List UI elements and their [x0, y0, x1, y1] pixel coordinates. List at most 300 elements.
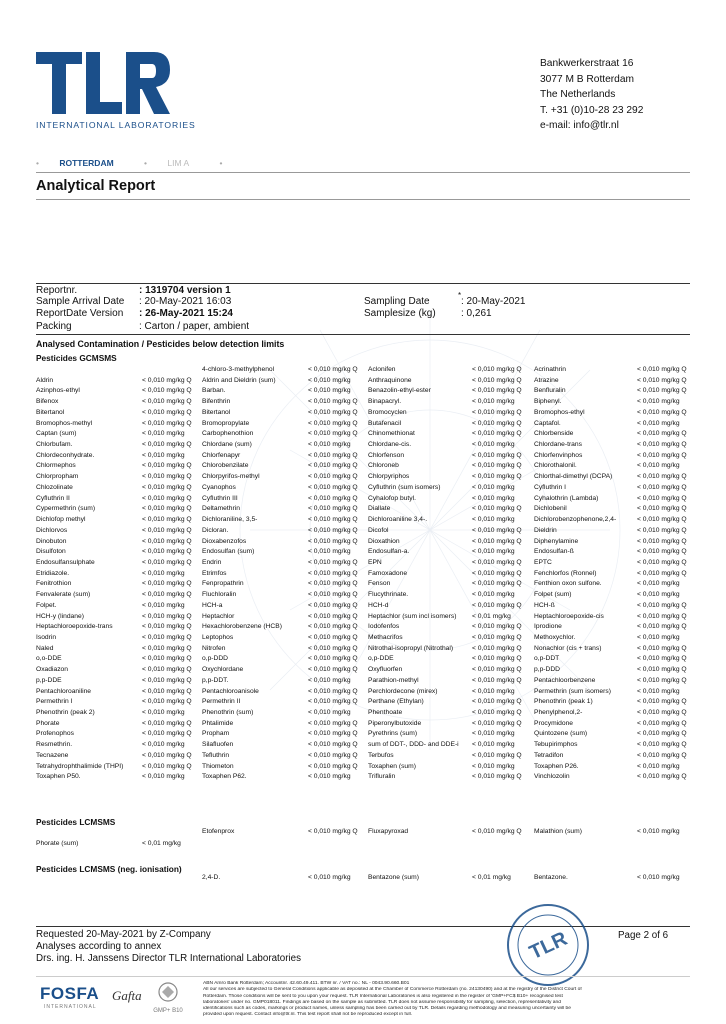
table-row [36, 365, 696, 376]
result-name: Bromocyclen [368, 408, 407, 416]
result-value: < 0,010 mg/kg Q [308, 569, 358, 577]
result-name: Endosulfansulphate [36, 558, 95, 566]
table-row [36, 483, 696, 494]
result-value: < 0,010 mg/kg Q [308, 644, 358, 652]
result-value: < 0,010 mg/kg [308, 676, 351, 684]
table-row [36, 558, 696, 569]
result-value: < 0,010 mg/kg [142, 773, 185, 781]
result-value: < 0,010 mg/kg Q [472, 676, 522, 684]
table-row [36, 429, 696, 440]
result-name: Bentazone. [534, 874, 568, 881]
result-value: < 0,010 mg/kg Q [142, 719, 192, 727]
result-name: Deltamethrin [202, 505, 240, 513]
result-value: < 0,010 mg/kg Q [142, 623, 192, 631]
table-row [36, 751, 696, 762]
result-value: < 0,010 mg/kg Q [472, 419, 522, 427]
result-value: < 0,010 mg/kg Q [142, 462, 192, 470]
result-value: < 0,010 mg/kg Q [472, 655, 522, 663]
result-value: < 0,010 mg/kg [142, 741, 185, 749]
result-value: < 0,010 mg/kg Q [637, 451, 687, 459]
table-row [36, 740, 696, 751]
result-name: Oxyfluorfen [368, 666, 403, 674]
result-name: Pentachloroanisole [202, 687, 259, 695]
result-name: Dichloroaniline 3,4-. [368, 516, 428, 524]
result-value: < 0,010 mg/kg Q [637, 483, 687, 491]
samplesize-value: : 0,261 [461, 308, 492, 319]
result-value: < 0,010 mg/kg Q [142, 483, 192, 491]
gcmsms-results-grid [36, 365, 696, 783]
result-value [142, 365, 200, 376]
result-name: Phenylphenol,2- [534, 709, 583, 716]
result-value: < 0,010 mg/kg Q [308, 666, 358, 674]
result-value: < 0,010 mg/kg Q [308, 505, 358, 513]
result-name: Nitrothal-isopropyl (Nitrothal) [368, 644, 454, 652]
result-name: Heptachloroepoxide-trans [36, 623, 113, 631]
table-row [36, 665, 696, 676]
result-name: Dioxabenzofos [202, 537, 247, 545]
result-value: < 0,010 mg/kg [637, 580, 680, 588]
result-name: Procymidone [534, 719, 574, 727]
result-name: Chlorbufam. [36, 441, 73, 449]
result-name: Benazolin-ethyl-ester [368, 387, 431, 395]
result-value: < 0,010 mg/kg [142, 451, 185, 459]
result-value: < 0,010 mg/kg Q [308, 430, 358, 438]
result-value: < 0,010 mg/kg [637, 462, 680, 470]
result-value: < 0,010 mg/kg [472, 441, 515, 449]
result-name: Tetradifon [534, 751, 564, 759]
result-name: Oxychlordane [202, 666, 244, 674]
result-name: Flucythrinate. [368, 591, 409, 599]
result-value: < 0,010 mg/kg Q [472, 451, 522, 459]
result-value: < 0,010 mg/kg Q [637, 751, 687, 759]
result-name: EPN [368, 558, 382, 566]
result-name [36, 365, 140, 376]
result-value: < 0,010 mg/kg Q [308, 408, 358, 416]
result-value: < 0,010 mg/kg Q [472, 558, 522, 566]
result-name: Acrinathrin [534, 366, 566, 373]
result-value: < 0,010 mg/kg [308, 773, 351, 781]
result-value: < 0,010 mg/kg Q [637, 676, 687, 684]
table-row [36, 408, 696, 419]
result-name: Methoxychlor. [534, 633, 576, 641]
result-value: < 0,010 mg/kg [637, 398, 680, 406]
packing-label: Packing [36, 321, 72, 332]
result-value: < 0,010 mg/kg Q [142, 666, 192, 674]
result-name: Toxaphen P50. [36, 773, 81, 781]
result-name: Trifluralin [368, 773, 396, 781]
result-value: < 0,010 mg/kg Q [472, 698, 522, 706]
result-value: < 0,010 mg/kg Q [142, 633, 192, 641]
fosfa-logo: FOSFA [40, 984, 100, 1003]
result-name: Bromophos-ethyl [534, 408, 585, 416]
result-value: < 0,010 mg/kg Q [308, 730, 358, 738]
result-value: < 0,010 mg/kg Q [308, 612, 358, 620]
result-value: < 0,010 mg/kg Q [142, 419, 192, 427]
result-name: Etridiazole. [36, 569, 70, 577]
result-name: Cyfluthrin III [202, 494, 238, 502]
reportdate-value: : 26-May-2021 15:24 [139, 308, 233, 319]
result-value: < 0,010 mg/kg [308, 874, 351, 881]
nav-bullet: • [219, 158, 223, 168]
result-value: < 0,010 mg/kg Q [142, 676, 192, 684]
result-value: < 0,010 mg/kg Q [637, 526, 687, 534]
result-name: o,o-DDE [36, 655, 62, 663]
result-name: EPTC [534, 558, 552, 566]
result-name: Tecnazene [36, 751, 69, 759]
lcmsms-neg-title: Pesticides LCMSMS (neg. ionisation) [36, 864, 182, 874]
result-name: Permethrin I [36, 698, 73, 706]
result-value: < 0,010 mg/kg Q [308, 516, 358, 524]
result-name: Folpet (sum) [534, 591, 572, 599]
result-name: Terbufos [368, 751, 394, 759]
result-value: < 0,010 mg/kg Q [637, 698, 687, 706]
result-name: Fenchlorfos (Ronnel) [534, 569, 597, 577]
result-value: < 0,010 mg/kg Q [308, 601, 358, 609]
result-value: < 0,010 mg/kg Q [637, 741, 687, 749]
result-name: Naled [36, 644, 54, 652]
disclaimer-line: All our services are subjected to General Conditions applicable as deposited at the Chamber of Commerce Rotterdam (no. 24130490) and at the registry of the District Court of [203, 987, 582, 993]
address-city: 3077 M B Rotterdam [540, 73, 634, 85]
result-name: Silafluofen [202, 741, 234, 749]
result-name: Butafenacil [368, 419, 402, 427]
result-name: Phtalimide [202, 719, 234, 727]
result-name: Captan (sum) [36, 430, 77, 438]
result-value: < 0,010 mg/kg Q [637, 709, 687, 716]
result-name: Bromophos-methyl [36, 419, 93, 427]
table-row [36, 622, 696, 633]
result-name: Fenitrothion [36, 580, 72, 588]
nav-item-rotterdam: ROTTERDAM [59, 158, 114, 168]
result-value: < 0,010 mg/kg Q [472, 623, 522, 631]
result-name: Captafol. [534, 419, 561, 427]
result-value: < 0,010 mg/kg Q [472, 601, 522, 609]
table-row [36, 708, 696, 719]
result-value: < 0,010 mg/kg Q [637, 430, 687, 438]
result-value: < 0,010 mg/kg Q [472, 473, 522, 481]
result-value: < 0,010 mg/kg Q [308, 655, 358, 663]
result-name: Chlorothalonil. [534, 462, 577, 470]
nav-item-lima: LIM A [167, 158, 190, 168]
result-name: Chlordane (sum) [202, 441, 252, 449]
result-value: < 0,010 mg/kg Q [637, 655, 687, 663]
result-value: < 0,010 mg/kg Q [637, 569, 687, 577]
result-value: < 0,010 mg/kg Q [142, 505, 192, 513]
result-value: < 0,010 mg/kg Q [308, 633, 358, 641]
result-name: Chlorpropham [36, 473, 79, 481]
result-value: < 0,010 mg/kg Q [308, 751, 358, 759]
section-title: Analysed Contamination / Pesticides below detection limits [36, 339, 285, 349]
result-name: Dichlobenil [534, 505, 567, 513]
result-value: < 0,010 mg/kg Q [308, 451, 358, 459]
table-row [36, 472, 696, 483]
result-name: Profenophos [36, 730, 74, 738]
gmp-logo [148, 978, 188, 1018]
result-name: Chlorbenside [534, 430, 574, 438]
result-value: < 0,010 mg/kg Q [472, 751, 522, 759]
disclaimer-line: Rotterdam. Those conditions will be sent to you upon your request. TLR International Laboratories is also registered in the register of 'GMP+FC$ B10+ recognised test [203, 993, 563, 999]
result-name: Tetrahydrophthalimide (THPI) [36, 762, 124, 770]
table-row [36, 644, 696, 655]
table-row [36, 654, 696, 665]
result-value: < 0,010 mg/kg Q [308, 462, 358, 470]
reportnr-label: Reportnr. [36, 285, 78, 296]
location-nav [36, 158, 241, 168]
result-name: p,p-DDE [36, 676, 62, 684]
result-name: Chlorpyriphos [368, 473, 410, 481]
result-value: < 0,010 mg/kg Q [637, 601, 687, 609]
result-name: Dichlofop methyl [36, 516, 86, 524]
result-name: Diallate [368, 505, 391, 513]
result-name: Famoxadone [368, 569, 408, 577]
result-value: < 0,010 mg/kg Q [472, 430, 522, 438]
disclaimer-line: provided upon request. Contact info@tlr.nl. This test report shall not be reproduced except in full. [203, 1012, 413, 1018]
result-value: < 0,010 mg/kg Q [472, 580, 522, 588]
requested-by: Requested 20-May-2021 by Z-Company [36, 929, 211, 940]
result-name: Chlorobenzilate [202, 462, 249, 470]
result-value: < 0,010 mg/kg Q [142, 698, 192, 706]
result-name: Chlordane-trans [534, 441, 582, 449]
page-number: Page 2 of 6 [618, 930, 669, 941]
table-row [36, 590, 696, 601]
result-value: < 0,010 mg/kg [308, 441, 351, 449]
logo-subtitle: INTERNATIONAL LABORATORIES [36, 120, 196, 130]
result-name: Phenothrin (peak 2) [36, 709, 95, 716]
result-value: < 0,010 mg/kg Q [472, 719, 522, 727]
result-name: Endosulfan-ß [534, 548, 574, 556]
result-value: < 0,010 mg/kg [142, 569, 185, 577]
result-value: < 0,010 mg/kg Q [472, 526, 522, 534]
result-name: Pentachloroaniline [36, 687, 92, 695]
samplesize-label: Samplesize (kg) [364, 308, 436, 319]
result-name: 4-chloro-3-methylphenol [202, 366, 275, 373]
result-value: < 0,010 mg/kg Q [308, 494, 358, 502]
result-value: < 0,010 mg/kg Q [472, 537, 522, 545]
table-row [36, 494, 696, 505]
result-value: < 0,010 mg/kg Q [142, 591, 192, 599]
result-name: Thiometon [202, 762, 234, 770]
result-value: < 0,010 mg/kg Q [472, 644, 522, 652]
gcmsms-title: Pesticides GCMSMS [36, 353, 117, 363]
result-value: < 0,010 mg/kg [472, 730, 515, 738]
result-name: Chlozolinate [36, 483, 73, 491]
result-value: < 0,010 mg/kg [472, 548, 515, 556]
sampling-value: : 20-May-2021 [461, 296, 526, 307]
result-value: < 0,010 mg/kg Q [308, 687, 358, 695]
result-name: Chlormephos [36, 462, 76, 470]
result-value: < 0,010 mg/kg Q [637, 719, 687, 727]
result-name: Phenothrin (peak 1) [534, 698, 593, 706]
result-value: < 0,010 mg/kg [472, 494, 515, 502]
packing-value: : Carton / paper, ambient [139, 321, 250, 332]
result-name: p,p-DDT. [202, 676, 229, 684]
result-name: Chlorfenvinphos [534, 451, 583, 459]
result-name: Benfluralin [534, 387, 566, 395]
address-email: e-mail: info@tlr.nl [540, 120, 619, 132]
result-name: Biphenyl. [534, 398, 562, 406]
result-value: < 0,010 mg/kg Q [308, 483, 358, 491]
result-value: < 0,010 mg/kg Q [142, 751, 192, 759]
result-value: < 0,010 mg/kg [472, 398, 515, 406]
result-value: < 0,010 mg/kg [472, 762, 515, 770]
result-name: Methacrifos [368, 633, 403, 641]
result-name: Parathion-methyl [368, 676, 419, 684]
table-row [36, 537, 696, 548]
result-value: < 0,010 mg/kg Q [637, 473, 687, 481]
result-name: Pyrethrins (sum) [368, 730, 418, 738]
result-name: Iodofenfos [368, 623, 400, 631]
result-name: p,p-DDD [534, 666, 561, 674]
result-name: Chlorfenapyr [202, 451, 241, 459]
result-value: < 0,010 mg/kg [308, 709, 351, 716]
result-name: Malathion (sum) [534, 828, 582, 835]
result-value: < 0,010 mg/kg Q [308, 762, 358, 770]
result-name: Propham [202, 730, 230, 738]
result-value: < 0,010 mg/kg Q [637, 612, 687, 620]
result-value: < 0,010 mg/kg [472, 591, 515, 599]
result-value: < 0,010 mg/kg Q [142, 398, 192, 406]
result-value: < 0,010 mg/kg Q [637, 376, 687, 384]
result-name: Dichlorvos [36, 526, 68, 534]
result-value: < 0,010 mg/kg Q [142, 687, 192, 695]
result-name: Fenthion oxon sulfone. [534, 580, 602, 588]
result-name: Resmethrin. [36, 741, 73, 749]
result-value: < 0,010 mg/kg Q [472, 366, 522, 373]
result-value: < 0,010 mg/kg Q [472, 666, 522, 674]
result-name: Cyhalofop butyl. [368, 494, 416, 502]
result-value: < 0,010 mg/kg Q [142, 376, 192, 384]
result-name: Aclonifen [368, 366, 396, 373]
result-name: Bitertanol [202, 408, 231, 416]
result-value: < 0,010 mg/kg Q [472, 462, 522, 470]
result-value: < 0,010 mg/kg [472, 483, 515, 491]
result-name: Perchlordecone (mirex) [368, 687, 438, 695]
result-name: Dieldrin [534, 526, 557, 534]
result-value: < 0,010 mg/kg Q [308, 580, 358, 588]
table-row [36, 719, 696, 730]
disclaimer-line: laboratories' under no. GMP018011. Findings are based on the sample as submitted. TLR does not assume responsibility for sampling, selection, representativity and [203, 999, 561, 1005]
result-name: Cyfluthrin I [534, 483, 566, 491]
result-name: Iprodione [534, 623, 562, 631]
result-value: < 0,010 mg/kg Q [472, 709, 522, 716]
result-name: Permethrin (sum isomers) [534, 687, 611, 695]
table-row [36, 569, 696, 580]
table-row [36, 440, 696, 451]
result-name: Heptachlor [202, 612, 235, 620]
result-value: < 0,010 mg/kg Q [637, 537, 687, 545]
divider [36, 199, 690, 200]
result-value: < 0,010 mg/kg Q [308, 419, 358, 427]
result-value: < 0,010 mg/kg Q [637, 644, 687, 652]
lcmsms-title: Pesticides LCMSMS [36, 817, 116, 827]
result-name: Fenson [368, 580, 391, 588]
result-value: < 0,010 mg/kg Q [142, 516, 192, 524]
result-value: < 0,010 mg/kg Q [472, 773, 522, 781]
result-name: Chlordeconhydrate. [36, 451, 95, 459]
result-value: < 0,010 mg/kg [472, 687, 515, 695]
result-name: Phenthoate [368, 709, 403, 716]
result-value: < 0,010 mg/kg Q [142, 580, 192, 588]
gmp-logo-label: GMP+ B10 [153, 1008, 183, 1014]
table-row [36, 612, 696, 623]
result-name: Pentachloorbenzene [534, 676, 596, 684]
result-name: Cyhalothrin (Lambda) [534, 494, 599, 502]
result-name: Oxadiazon [36, 666, 68, 674]
result-name: Chlorthal-dimethyl (DCPA) [534, 473, 613, 481]
arrival-label: Sample Arrival Date [36, 296, 125, 307]
table-row [36, 601, 696, 612]
address-phone: T. +31 (0)10-28 23 292 [540, 104, 644, 116]
result-name: Endosulfan (sum) [202, 548, 255, 556]
divider [36, 976, 690, 977]
result-value: < 0,010 mg/kg Q [142, 548, 192, 556]
result-value: < 0,010 mg/kg Q [142, 537, 192, 545]
result-name: Toxaphen P62. [202, 773, 247, 781]
result-value: < 0,010 mg/kg [637, 828, 680, 835]
result-name: Dichloraniline, 3,5- [202, 516, 258, 524]
result-value: < 0,010 mg/kg [637, 874, 680, 881]
result-name: Isodrin [36, 633, 57, 641]
result-value: < 0,010 mg/kg Q [637, 558, 687, 566]
divider [36, 334, 690, 335]
result-name: Fenpropathrin [202, 580, 244, 588]
result-name: Toxaphen P26. [534, 762, 579, 770]
result-name: Barban. [202, 387, 226, 395]
result-name: Fluchloralin [202, 591, 237, 599]
result-value: < 0,010 mg/kg Q [308, 526, 358, 534]
result-value: < 0,010 mg/kg Q [308, 719, 358, 727]
address-country: The Netherlands [540, 89, 616, 101]
result-value: < 0,010 mg/kg Q [637, 548, 687, 556]
result-value: < 0,010 mg/kg Q [142, 762, 192, 770]
annex-note: Analyses according to annex [36, 941, 162, 952]
sampling-note-mark: * [458, 291, 462, 300]
result-name: Vinchlozolin [534, 773, 570, 781]
result-value: < 0,010 mg/kg Q [308, 828, 358, 835]
result-name: Bitertanol [36, 408, 65, 416]
result-value: < 0,010 mg/kg Q [637, 408, 687, 416]
table-row [36, 762, 696, 773]
result-value: < 0,010 mg/kg Q [142, 655, 192, 663]
result-value: < 0,010 mg/kg Q [142, 408, 192, 416]
result-value: < 0,010 mg/kg Q [142, 730, 192, 738]
result-name: Cyanophos [202, 483, 236, 491]
table-row [36, 772, 696, 783]
result-name: Chlorfenson [368, 451, 405, 459]
result-name: Chloroneb [368, 462, 399, 470]
result-value: < 0,010 mg/kg Q [637, 494, 687, 502]
result-name: HCH-a [202, 601, 223, 609]
result-name: o,p-DDD [202, 655, 229, 663]
arrival-value: : 20-May-2021 16:03 [139, 296, 232, 307]
result-value: < 0,010 mg/kg Q [637, 623, 687, 631]
table-row [36, 697, 696, 708]
result-name: Toxaphen (sum) [368, 762, 416, 770]
disclaimer-line: identifications such as codes, markings or product names, unless sampling has been carried out by TLR. Details regarding methodology and measuring uncertainty will be [203, 1006, 571, 1012]
result-value: < 0,010 mg/kg Q [637, 387, 687, 395]
result-value: < 0,010 mg/kg Q [142, 612, 192, 620]
result-value: < 0,010 mg/kg Q [308, 623, 358, 631]
result-name: Bifenthrin [202, 398, 231, 406]
result-name: HCH-ß [534, 601, 555, 609]
result-name: Tefluthrin [202, 751, 230, 759]
result-name: Piperonylbutoxide [368, 719, 422, 727]
result-value: < 0,010 mg/kg Q [142, 494, 192, 502]
result-name: Bifenox [36, 398, 59, 406]
table-row [36, 687, 696, 698]
result-value: < 0,01 mg/kg [472, 612, 511, 620]
table-row [36, 633, 696, 644]
page-title: Analytical Report [36, 178, 156, 194]
